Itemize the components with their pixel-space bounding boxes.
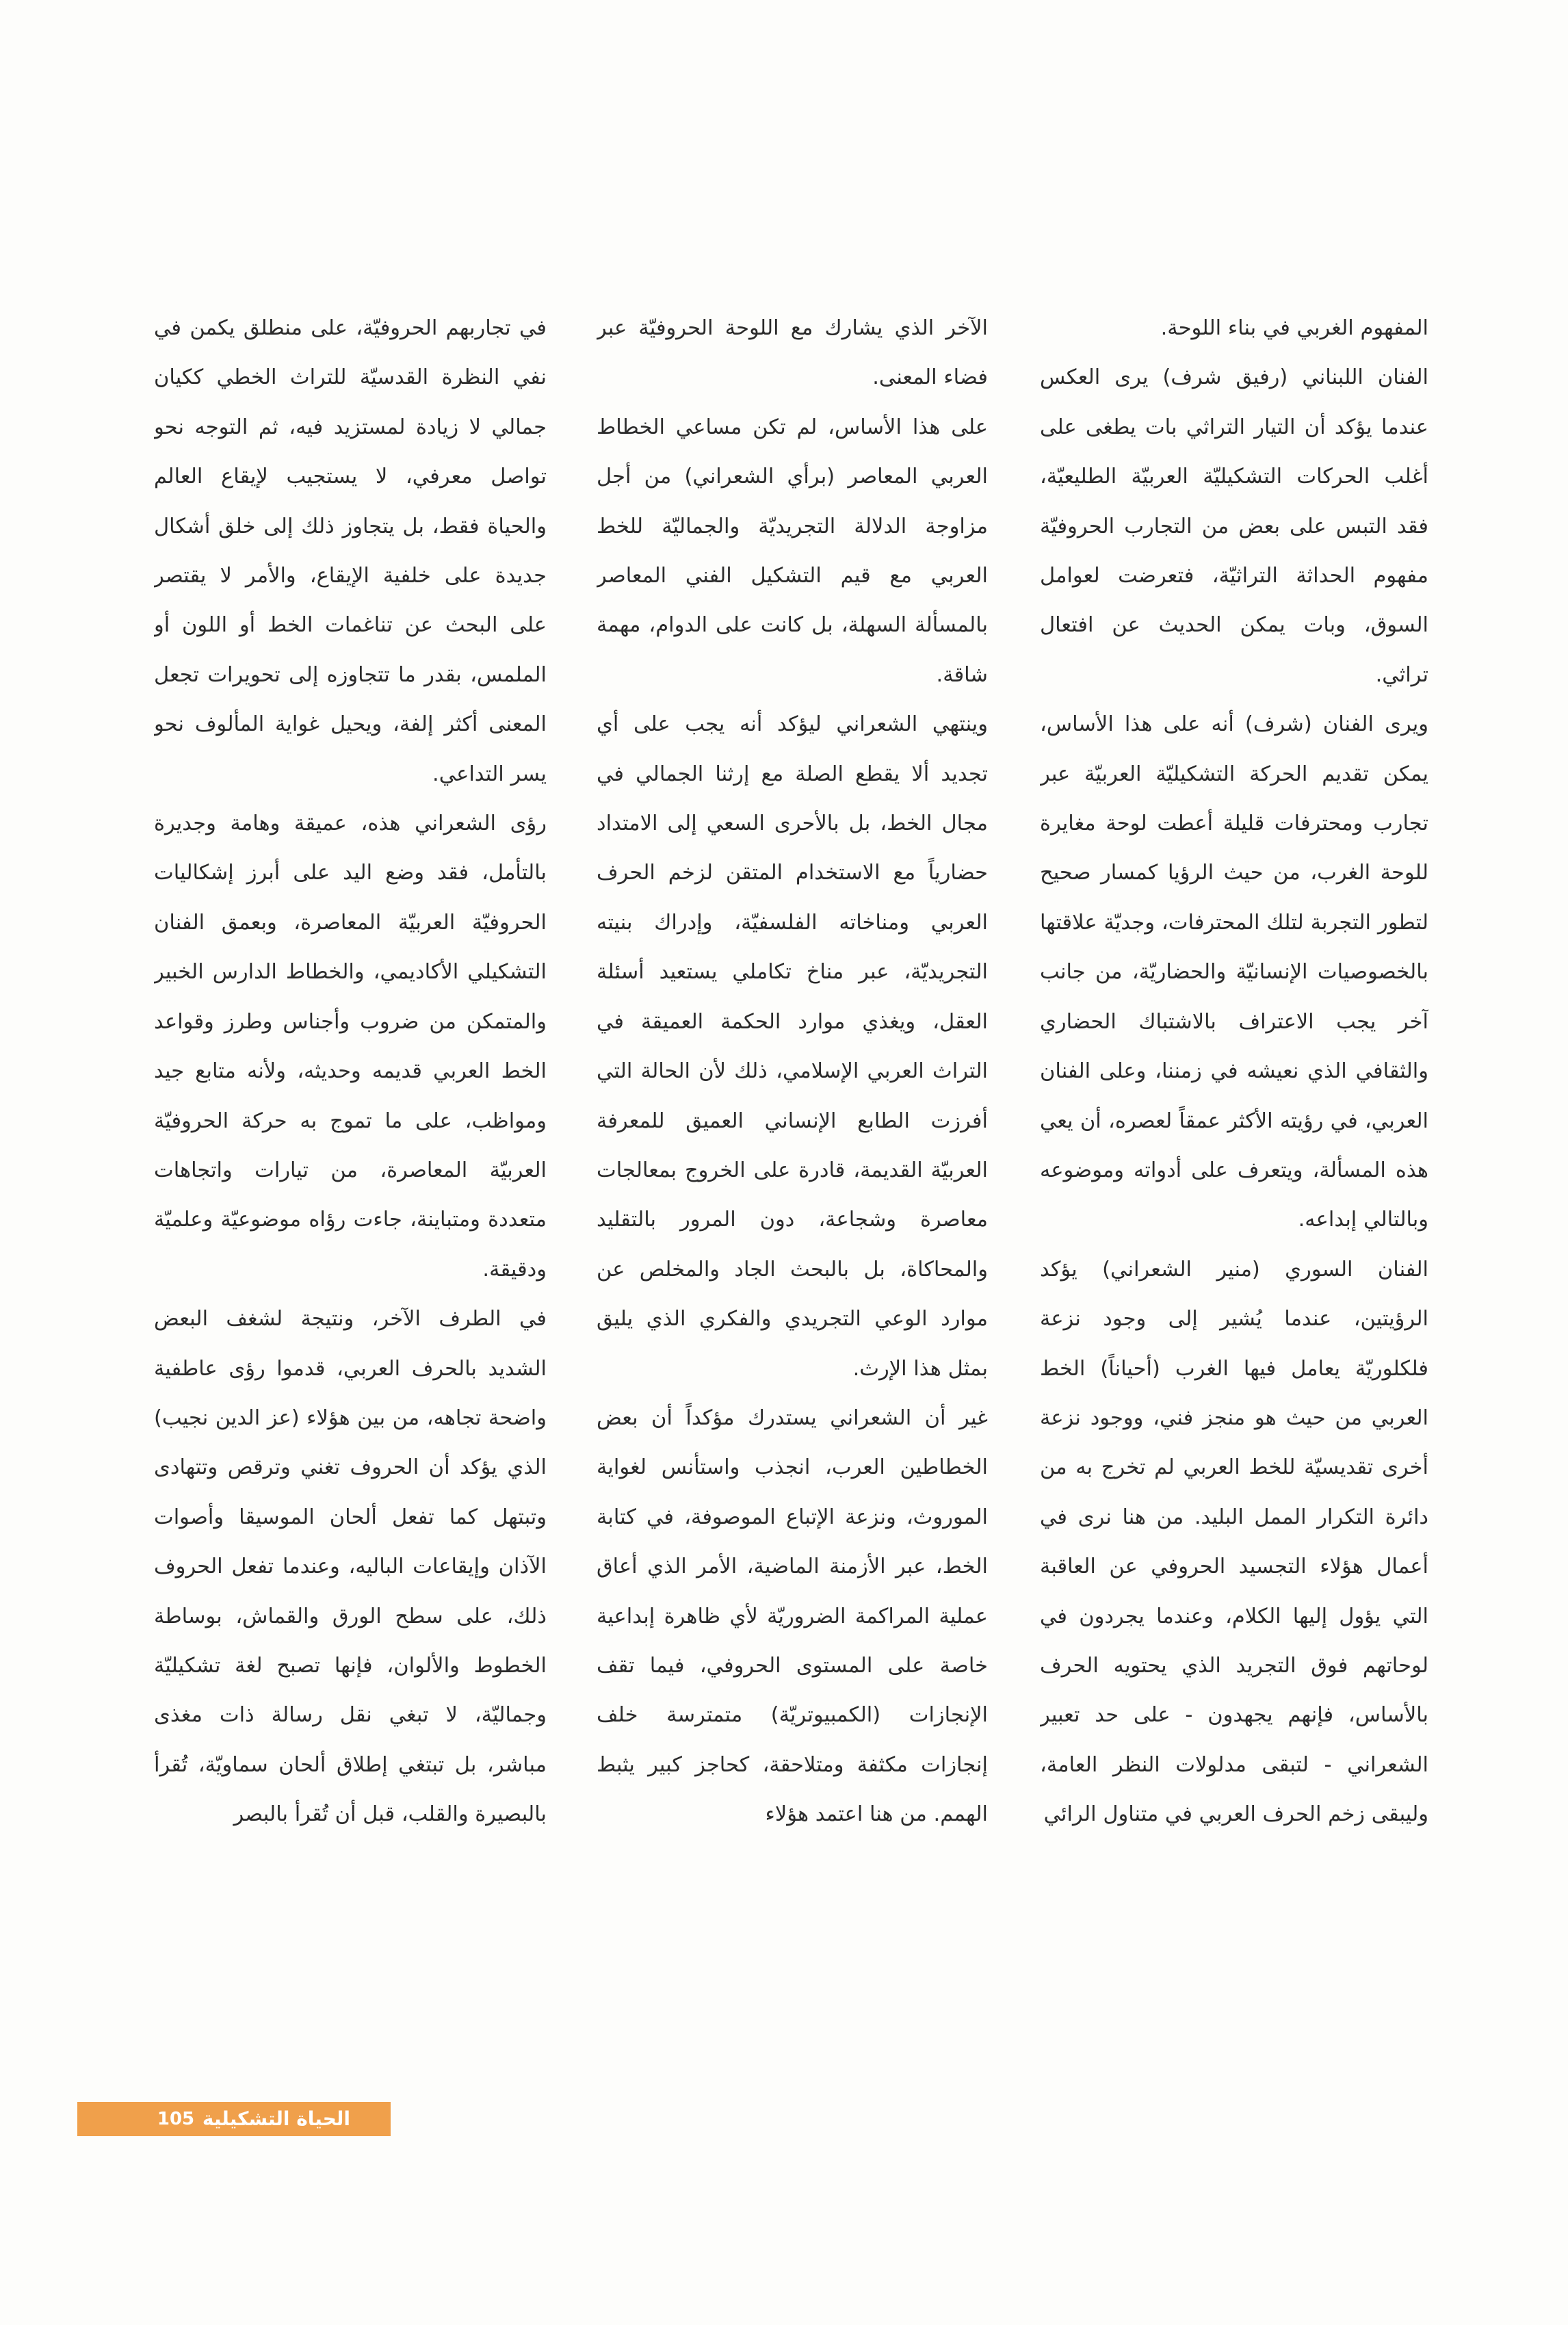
paragraph: المفهوم الغربي في بناء اللوحة. [1160,316,1428,340]
paragraph: على هذا الأساس، لم تكن مساعي الخطاط العربي المعاصر (برأي الشعراني) من أجل مزاوجة الدلالة التجريديّة والجماليّة للخط العربي مع قيم التشكيل الفني المعاصر بالمسألة السهلة، بل كانت على الدوام، مهمة شاقة. [597,415,988,687]
text-column-middle [597,304,988,2014]
text-column-right [1040,304,1428,2014]
magazine-title: الحياة التشكيلية [202,2107,350,2130]
page-number: 105 [157,2109,195,2129]
paragraph: في تجاربهم الحروفيّة، على منطلق يكمن في نفي النظرة القدسيّة للتراث الخطي ككيان جمالي لا زيادة لمستزيد فيه، ثم التوجه نحو تواصل معرفي، لا يستجيب لإيقاع العالم والحياة فقط، بل يتجاوز ذلك إلى خلق أشكال جديدة على خلفية الإيقاع، والأمر لا يقتصر على البحث عن تناغمات الخط أو اللون أو الملمس، بقدر ما تتجاوزه إلى تحويرات تجعل المعنى أكثر إلفة، ويحيل غواية المألوف نحو يسر التداعي. [154,316,547,786]
paragraph: الآخر الذي يشارك مع اللوحة الحروفيّة عبر فضاء المعنى. [597,316,988,390]
paragraph: رؤى الشعراني هذه، عميقة وهامة وجديرة بالتأمل، فقد وضع اليد على أبرز إشكاليات الحروفيّة العربيّة المعاصرة، وبعمق الفنان التشكيلي الأكاديمي، والخطاط الدارس الخبير والمتمكن من ضروب وأجناس وطرز وقواعد الخط العربي قديمه وحديثه، ولأنه متابع جيد ومواظب، على ما تموج به حركة الحروفيّة العربيّة المعاصرة، من تيارات واتجاهات متعددة ومتباينة، جاءت رؤاه موضوعيّة وعلميّة ودقيقة. [154,811,547,1282]
paragraph: الفنان السوري (منير الشعراني) يؤكد الرؤيتين، عندما يُشير إلى وجود نزعة فلكلوريّة يعامل فيها الغرب (أحياناً) الخط العربي من حيث هو منجز فني، ووجود نزعة أخرى تقديسيّة للخط العربي لم تخرج به من دائرة التكرار الممل البليد. من هنا نرى في أعمال هؤلاء التجسيد الحروفي عن العاقبة التي يؤول إليها الكلام، وعندما يجردون في لوحاتهم فوق التجريد الذي يحتويه الحرف بالأساس، فإنهم يجهدون - على حد تعبير الشعراني - لتبقى مدلولات النظر العامة، وليبقى زخم الحرف العربي في متناول الرائي [1040,1257,1428,1827]
paragraph: الفنان اللبناني (رفيق شرف) يرى العكس عندما يؤكد أن التيار التراثي بات يطغى على أغلب الحركات التشكيليّة العربيّة الطليعيّة، فقد التبس على بعض من التجارب الحروفيّة مفهوم الحداثة التراثيّة، فتعرضت لعوامل السوق، وبات يمكن الحديث عن افتعال تراثي. [1040,365,1428,687]
text-column-left [154,304,547,2014]
paragraph: غير أن الشعراني يستدرك مؤكداً أن بعض الخطاطين العرب، انجذب واستأنس لغواية الموروث، ونزعة الإتباع الموصوفة، في كتابة الخط، عبر الأزمنة الماضية، الأمر الذي أعاق عملية المراكمة الضروريّة لأي ظاهرة إبداعية خاصة على المستوى الحروفي، فيما تقف الإنجازات (الكمبيوتريّة) متمترسة خلف إنجازات مكثفة ومتلاحقة، كحاجز كبير يثبط الهمم. من هنا اعتمد هؤلاء [597,1405,988,1827]
paragraph: في الطرف الآخر، ونتيجة لشغف البعض الشديد بالحرف العربي، قدموا رؤى عاطفية واضحة تجاهه، من بين هؤلاء (عز الدين نجيب) الذي يؤكد أن الحروف تغني وترقص وتتهادى وتبتهل كما تفعل ألحان الموسيقا وأصوات الآذان وإيقاعات الباليه، وعندما تفعل الحروف ذلك، على سطح الورق والقماش، بوساطة الخطوط والألوان، فإنها تصبح لغة تشكيليّة وجماليّة، لا تبغي نقل رسالة ذات مغذى مباشر، بل تبتغي إطلاق ألحان سماويّة، تُقرأ بالبصيرة والقلب، قبل أن تُقرأ بالبصر [154,1307,547,1827]
paragraph: وينتهي الشعراني ليؤكد أنه يجب على أي تجديد ألا يقطع الصلة مع إرثنا الجمالي في مجال الخط، بل بالأحرى السعي إلى الامتداد حضارياً مع الاستخدام المتقن لزخم الحرف العربي ومناخاته الفلسفيّة، وإدراك بنيته التجريديّة، عبر مناخ تكاملي يستعيد أسئلة العقل، ويغذي موارد الحكمة العميقة في التراث العربي الإسلامي، ذلك لأن الحالة التي أفرزت الطابع الإنساني العميق للمعرفة العربيّة القديمة، قادرة على الخروج بمعالجات معاصرة وشجاعة، دون المرور بالتقليد والمحاكاة، بل بالبحث الجاد والمخلص عن موارد الوعي التجريدي والفكري الذي يليق بمثل هذا الإرث. [597,712,988,1381]
paragraph: ويرى الفنان (شرف) أنه على هذا الأساس، يمكن تقديم الحركة التشكيليّة العربيّة عبر تجارب ومحترفات قليلة أعطت لوحة مغايرة للوحة الغرب، من حيث الرؤيا كمسار صحيح لتطور التجربة لتلك المحترفات، وجديّة علاقتها بالخصوصيات الإنسانيّة والحضاريّة، من جانب آخر يجب الاعتراف بالاشتباك الحضاري والثقافي الذي نعيشه في زمننا، وعلى الفنان العربي، في رؤيته الأكثر عمقاً لعصره، أن يعي هذه المسألة، ويتعرف على أدواته وموضوعه وبالتالي إبداعه. [1040,712,1428,1232]
